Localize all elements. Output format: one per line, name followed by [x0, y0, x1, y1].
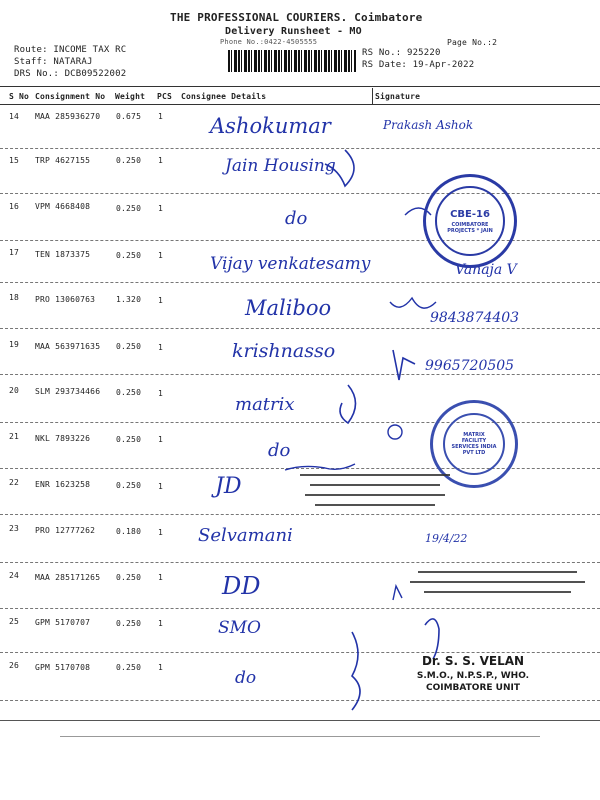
- row-consignee: Selvamani: [198, 525, 293, 546]
- row-signature: 9843874403: [430, 310, 520, 326]
- row-consignment: MAA 285171265: [35, 573, 101, 582]
- seal-ring-text: COIMBATORE PROJECTS * JAIN: [447, 221, 493, 234]
- row-sno: 23: [9, 524, 20, 533]
- row-pcs: 1: [158, 296, 164, 305]
- drs-number: DRS No.: DCB09522002: [14, 69, 127, 79]
- row-sno: 19: [9, 340, 20, 349]
- col-header-consignee: Consignee Details: [181, 92, 267, 101]
- row-consignee: SMO: [218, 618, 261, 638]
- row-weight: 0.250: [116, 573, 142, 582]
- page-number: Page No.:2: [447, 38, 498, 47]
- row-consignee: Ashokumar: [210, 114, 331, 138]
- row-pcs: 1: [158, 389, 164, 398]
- seal-ring-text: MATRIX FACILITY SERVICES INDIA PVT LTD: [443, 413, 505, 475]
- row-sno: 25: [9, 617, 20, 626]
- row-weight: 0.675: [116, 112, 142, 121]
- row-weight: 0.180: [116, 527, 142, 536]
- col-header-sno: S No: [9, 92, 30, 101]
- row-consignment: SLM 293734466: [35, 387, 101, 396]
- row-pcs: 1: [158, 343, 164, 352]
- row-consignment: GPM 5170707: [35, 618, 91, 627]
- row-consignee: JD: [215, 474, 242, 499]
- row-consignment: VPM 4668408: [35, 202, 91, 211]
- row-consignee: do: [285, 208, 308, 229]
- row-signature: Prakash Ashok: [383, 118, 474, 132]
- row-weight: 0.250: [116, 435, 142, 444]
- footer-rule: [60, 736, 540, 737]
- row-sno: 15: [9, 156, 20, 165]
- tamil-address-stamp: [300, 468, 450, 538]
- row-consignment: TRP 4627155: [35, 156, 91, 165]
- row-pcs: 1: [158, 204, 164, 213]
- row-weight: 0.250: [116, 342, 142, 351]
- route-label: Route: INCOME TAX RC: [14, 45, 127, 55]
- tamil-officer-stamp: [410, 567, 585, 607]
- row-weight: 0.250: [116, 204, 142, 213]
- row-weight: 0.250: [116, 481, 142, 490]
- phone-number: Phone No.:0422-4505555: [220, 38, 318, 46]
- company-seal-stamp: [423, 174, 517, 268]
- runsheet-subtitle: Delivery Runsheet - MO: [225, 26, 362, 37]
- officer-title: S.M.O., N.P.S.P., WHO.: [416, 671, 530, 681]
- row-sno: 18: [9, 293, 20, 302]
- row-weight: 1.320: [116, 295, 142, 304]
- row-consignee: do: [235, 668, 257, 688]
- footer-rule: [0, 720, 600, 721]
- row-pcs: 1: [158, 573, 164, 582]
- row-consignment: PRO 12777262: [35, 526, 96, 535]
- row-sno: 17: [9, 248, 20, 257]
- officer-unit: COIMBATORE UNIT: [425, 683, 521, 693]
- row-consignment: MAA 285936270: [35, 112, 101, 121]
- row-sno: 14: [9, 112, 20, 121]
- col-header-signature: Signature: [375, 92, 421, 101]
- col-header-weight: Weight: [115, 92, 146, 101]
- row-sno: 26: [9, 661, 20, 670]
- row-pcs: 1: [158, 619, 164, 628]
- row-weight: 0.250: [116, 251, 142, 260]
- row-pcs: 1: [158, 112, 164, 121]
- rs-number: RS No.: 925220: [362, 48, 441, 58]
- row-pcs: 1: [158, 528, 164, 537]
- row-sno: 20: [9, 386, 20, 395]
- row-consignment: NKL 7893226: [35, 434, 91, 443]
- company-title: THE PROFESSIONAL COURIERS. Coimbatore: [170, 11, 423, 24]
- row-consignment: MAA 563971635: [35, 342, 101, 351]
- row-weight: 0.250: [116, 619, 142, 628]
- row-consignee: do: [268, 440, 291, 461]
- col-header-pcs: PCS: [157, 92, 173, 101]
- seal-center-text: CBE-16: [450, 208, 490, 220]
- row-signature: 9965720505: [425, 358, 515, 374]
- row-pcs: 1: [158, 251, 164, 260]
- row-signature: Vanaja V: [455, 262, 517, 278]
- row-sno: 16: [9, 202, 20, 211]
- row-consignee: DD: [222, 572, 261, 600]
- row-sno: 24: [9, 571, 20, 580]
- row-signature: 19/4/22: [425, 532, 468, 545]
- col-header-consignment: Consignment No: [35, 92, 106, 101]
- row-pcs: 1: [158, 482, 164, 491]
- row-sno: 22: [9, 478, 20, 487]
- row-weight: 0.250: [116, 388, 142, 397]
- row-pcs: 1: [158, 156, 164, 165]
- row-consignee: krishnasso: [232, 340, 336, 362]
- row-consignment: ENR 1623258: [35, 480, 91, 489]
- row-weight: 0.250: [116, 663, 142, 672]
- row-consignee: Maliboo: [245, 296, 332, 320]
- row-consignment: TEN 1873375: [35, 250, 91, 259]
- rs-date: RS Date: 19-Apr-2022: [362, 60, 475, 70]
- officer-name: Dr. S. S. VELAN: [421, 654, 525, 668]
- row-weight: 0.250: [116, 156, 142, 165]
- row-consignment: PRO 13060763: [35, 295, 96, 304]
- row-consignment: GPM 5170708: [35, 663, 91, 672]
- row-consignee: Jain Housing: [225, 156, 336, 176]
- row-consignee: Vijay venkatesamy: [210, 254, 371, 274]
- row-pcs: 1: [158, 435, 164, 444]
- staff-label: Staff: NATARAJ: [14, 57, 93, 67]
- row-pcs: 1: [158, 663, 164, 672]
- row-consignee: matrix: [235, 394, 295, 415]
- row-sno: 21: [9, 432, 20, 441]
